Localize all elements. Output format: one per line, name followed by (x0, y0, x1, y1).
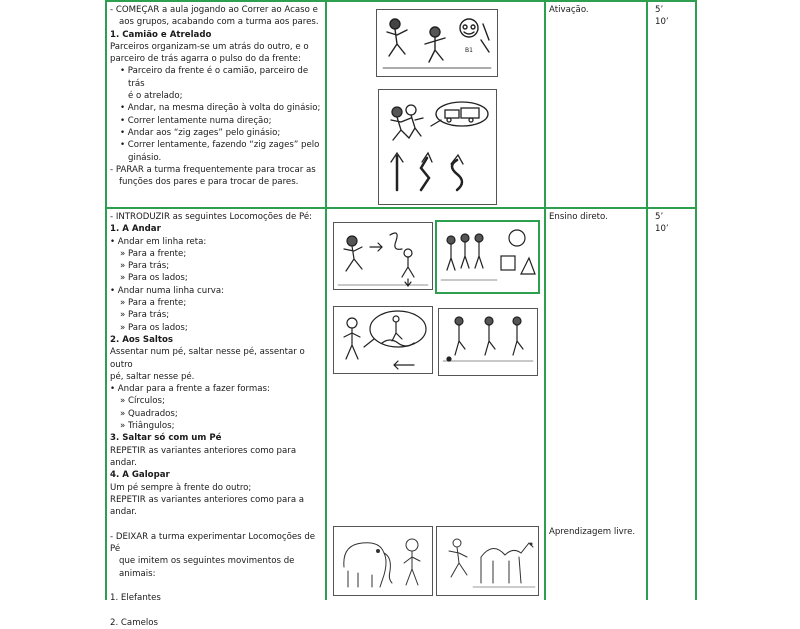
row2-line-4: » Para trás; (120, 261, 170, 272)
one-foot-hop-illustration (439, 309, 537, 375)
walking-directions-illustration (334, 223, 432, 289)
table-border-right (695, 0, 697, 600)
table-row-divider (105, 207, 697, 209)
row2-line-7: » Para a frente; (120, 298, 187, 309)
row1-line-1: aos grupos, acabando com a turma aos pares. (119, 17, 319, 28)
table-divider-col1 (325, 0, 327, 600)
row2-line-21: REPETIR as variantes anteriores como para a (110, 494, 305, 505)
row1-strategy-text: Ativação. (549, 5, 589, 15)
row2-line-9: » Para os lados; (120, 322, 188, 333)
figure-truck-trailer (378, 89, 497, 205)
figure-shapes-walking (435, 220, 540, 294)
figure-walking-directions (333, 222, 433, 290)
row1-description (110, 4, 322, 188)
row2-strategy-free (549, 526, 644, 538)
row2-description (110, 211, 322, 629)
row1-line-0: - COMEÇAR a aula jogando ao Correr ao Acaso e (110, 5, 318, 15)
row1-strategy (549, 4, 644, 16)
figure-elephant (333, 526, 433, 596)
row2-line-14: » Círculos; (120, 396, 165, 407)
row2-line-16: » Triângulos; (120, 421, 175, 432)
row1-line-3: Parceiros organizam-se um atrás do outro, e o (110, 41, 309, 52)
figure-label-b1: B1 (465, 47, 473, 54)
row2-line-5: » Para os lados; (120, 273, 188, 284)
figure-random-run (376, 9, 498, 77)
row2-line-3: » Para a frente; (120, 248, 187, 259)
truck-trailer-illustration (379, 90, 496, 204)
row2-strategy-text: Ensino direto. (549, 212, 608, 222)
row2-line-29: 2. Camelos (110, 617, 158, 628)
row1-line-4: parceiro de trás agarra o pulso do da frente: (110, 54, 301, 65)
shapes-walking-illustration (437, 222, 538, 292)
row2-line-6: • Andar numa linha curva: (110, 285, 224, 296)
table-border-top (105, 0, 697, 2)
row1-bullet-1: • Andar, na mesma direção à volta do ginásio; (120, 103, 321, 114)
row2-line-0: - INTRODUZIR as seguintes Locomoções de Pé: (110, 212, 313, 222)
row2-spacer-0 (110, 518, 322, 530)
row1-time (655, 4, 693, 29)
row2-line-22: andar. (110, 507, 137, 518)
row2-line-11: Assentar num pé, saltar nesse pé, assentar o outro (110, 347, 305, 370)
row2-spacer-1 (110, 580, 322, 592)
row2-spacer-2 (110, 605, 322, 617)
row2-time-1: 10’ (655, 224, 669, 235)
row2-heading-andar: 1. A Andar (110, 224, 161, 235)
row2-line-25: que imitem os seguintes movimentos de animais: (119, 556, 295, 579)
row2-line-18: REPETIR as variantes anteriores como para andar. (110, 445, 297, 468)
figure-camel (436, 526, 539, 596)
row2-time (655, 211, 693, 236)
running-children-illustration (377, 10, 497, 76)
row1-bullet-0: • Parceiro da frente é o camião, parceiro de trás (120, 66, 309, 89)
row2-line-13: • Andar para a frente a fazer formas: (110, 384, 270, 395)
row1-bullet-3: • Andar aos “zig zages” pelo ginásio; (120, 127, 281, 138)
row2-line-8: » Para trás; (120, 310, 170, 321)
row2-line-15: » Quadrados; (120, 408, 178, 419)
table-divider-col3 (646, 0, 648, 600)
row2-strategy (549, 211, 644, 223)
row1-bullet-0-cont: é o atrelado; (128, 91, 183, 102)
row2-heading-galopar: 4. A Galopar (110, 470, 170, 481)
row1-bullet-2: • Correr lentamente numa direção; (120, 115, 272, 126)
row1-bullet-4: • Correr lentamente, fazendo “zig zages” pelo (120, 140, 320, 151)
row2-line-2: • Andar em linha reta: (110, 236, 207, 247)
hopping-illustration (334, 307, 432, 373)
elephant-illustration (334, 527, 432, 595)
row2-strategy2-text: Aprendizagem livre. (549, 527, 636, 537)
row2-line-27: 1. Elefantes (110, 593, 161, 604)
row2-heading-saltos: 2. Aos Saltos (110, 334, 173, 345)
row1-line-12: - PARAR a turma frequentemente para trocar as (110, 164, 316, 175)
row2-line-12: pé, saltar nesse pé. (110, 371, 195, 382)
table-divider-col2 (544, 0, 546, 600)
figure-hopping (333, 306, 433, 374)
row2-line-20: Um pé sempre à frente do outro; (110, 482, 252, 493)
camel-illustration (437, 527, 538, 595)
row2-heading-saltar-pe: 3. Saltar só com um Pé (110, 433, 222, 444)
row2-time-0: 5’ (655, 212, 664, 222)
table-border-left (105, 0, 107, 600)
figure-one-foot-hop (438, 308, 538, 376)
row2-line-24: - DEIXAR a turma experimentar Locomoções de Pé (110, 531, 316, 555)
row1-time-1: 10’ (655, 17, 669, 28)
row1-bullet-4-cont: ginásio. (128, 152, 162, 163)
row1-time-0: 5’ (655, 5, 664, 15)
row1-line-13: funções dos pares e para trocar de pares. (119, 177, 299, 188)
row1-heading-camiao: 1. Camião e Atrelado (110, 29, 212, 40)
